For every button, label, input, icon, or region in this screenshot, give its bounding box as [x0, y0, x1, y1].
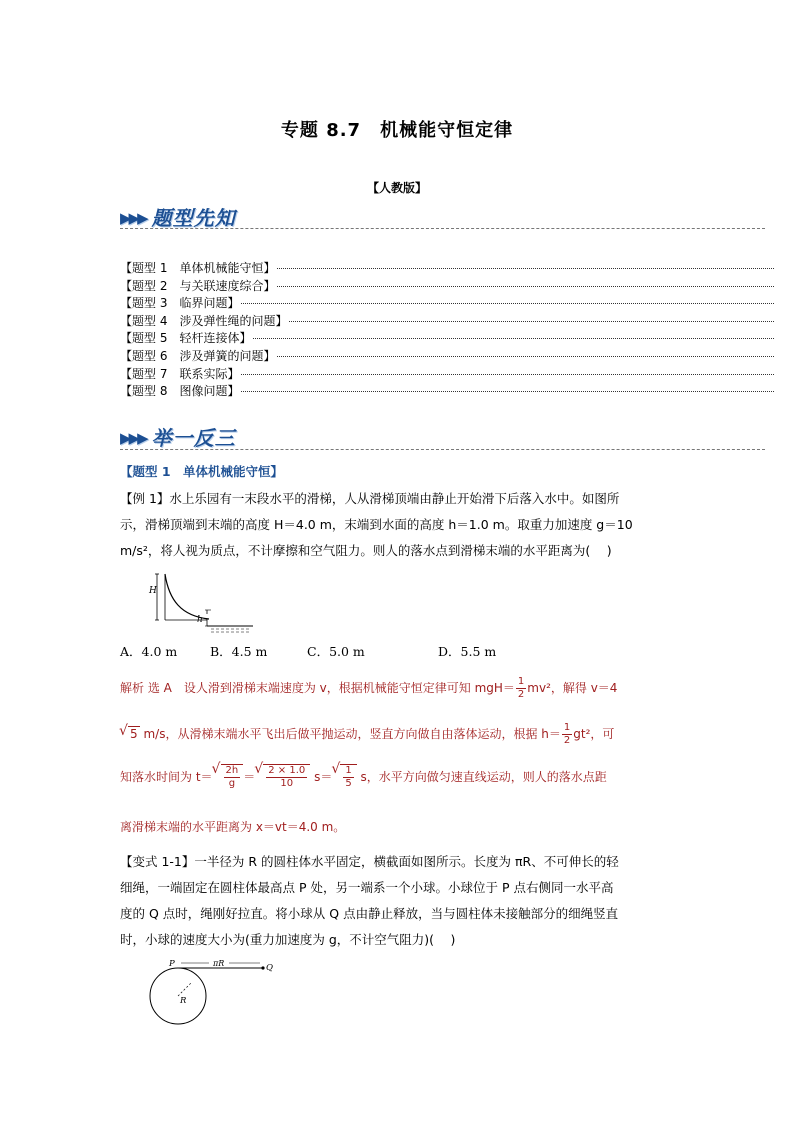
- topic-index: [120, 260, 774, 401]
- toc-item[interactable]: 【题型 4 涉及弹性绳的问题】: [120, 313, 774, 331]
- page-title: 专题 8.7 机械能守恒定律: [280, 120, 514, 141]
- slide-diagram: [145, 570, 260, 638]
- banner-practice: [120, 422, 236, 450]
- banner-overview: [120, 202, 236, 230]
- toc-item[interactable]: 【题型 1 单体机械能守恒】: [120, 260, 774, 278]
- solution-line-4: 离滑梯末端的水平距离为 x＝vt＝4.0 m。: [120, 820, 346, 834]
- edition-label: 【人教版】: [366, 181, 427, 195]
- arrows-icon: ▶▶▶: [120, 429, 146, 447]
- svg-text:H: H: [149, 586, 157, 596]
- option-d[interactable]: D．5.5 m: [438, 644, 497, 659]
- option-c[interactable]: C．5.0 m: [307, 644, 365, 659]
- solution-line-3: 知落水时间为 t＝ √ $\frac{2h}{g}$ ＝ √ $\frac{2 \times 1.0}{10}$ s＝ √ $\frac{1}{5}$ s，水平方向做匀速直线运动，则人的落水点距: [120, 764, 680, 790]
- option-b[interactable]: B．4.5 m: [210, 644, 268, 659]
- toc-item[interactable]: 【题型 3 临界问题】: [120, 295, 774, 313]
- toc-item[interactable]: 【题型 7 联系实际】: [120, 366, 774, 384]
- svg-text:Q: Q: [266, 963, 273, 973]
- svg-text:P: P: [169, 959, 175, 969]
- divider: [120, 449, 765, 450]
- solution-line-2: √ 5 m/s，从滑梯末端水平飞出后做平抛运动，竖直方向做自由落体运动，根据 h＝ $\frac{1}{2}$ gt²，可: [120, 722, 680, 747]
- svg-text:h: h: [197, 615, 203, 625]
- variant-1-1-text: 【变式 1-1】一半径为 R 的圆柱体水平固定，横截面如图所示。长度为 πR、不可伸长的轻 细绳，一端固定在圆柱体最高点 P 处，另一端系一个小球。小球位于 P 点右侧同一水平高 度的 Q 点时，绳刚好拉直。将小球从 Q 点由静止释放，当与圆柱体未接触部分的细绳竖直 时，小球的速度大小为(重力加速度为 g，不计空气阻力)( ): [120, 854, 619, 947]
- svg-text:πR: πR: [213, 959, 225, 968]
- divider: [120, 228, 765, 229]
- cylinder-diagram: [145, 955, 285, 1027]
- option-a[interactable]: A．4.0 m: [120, 644, 178, 659]
- banner-practice-text: 举一反三: [151, 426, 236, 450]
- banner-overview-text: 题型先知: [151, 206, 236, 230]
- svg-text:R: R: [180, 996, 187, 1006]
- toc-item[interactable]: 【题型 8 图像问题】: [120, 383, 774, 401]
- arrows-icon: ▶▶▶: [120, 209, 146, 227]
- example-1-text: 【例 1】水上乐园有一末段水平的滑梯，人从滑梯顶端由静止开始滑下后落入水中。如图所 示，滑梯顶端到末端的高度 H＝4.0 m，末端到水面的高度 h＝1.0 m。取重力加速度 g＝10 m/s²，将人视为质点，不计摩擦和空气阻力。则人的落水点到滑梯末端的水平距离为( ): [120, 491, 633, 558]
- toc-item[interactable]: 【题型 2 与关联速度综合】: [120, 278, 774, 296]
- solution-line-1: 解析 选 A 设人滑到滑梯末端速度为 v，根据机械能守恒定律可知 mgH＝ $\frac{1}{2}$ mv²，解得 v＝4: [120, 676, 618, 700]
- section-heading: 【题型 1 单体机械能守恒】: [120, 464, 284, 479]
- toc-item[interactable]: 【题型 5 轻杆连接体】: [120, 330, 774, 348]
- toc-item[interactable]: 【题型 6 涉及弹簧的问题】: [120, 348, 774, 366]
